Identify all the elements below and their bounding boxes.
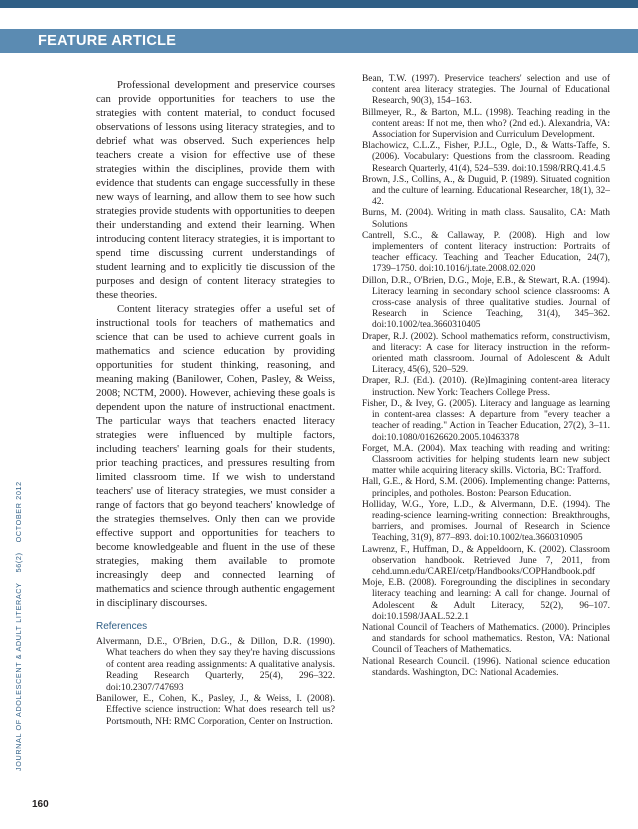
reference-entry: Bean, T.W. (1997). Preservice teachers' selection and use of content area literacy strategies. The Journal of Educational Research, 90(3), 154–163. (362, 74, 610, 107)
reference-entry: Billmeyer, R., & Barton, M.L. (1998). Teaching reading in the content areas: If not me, then who? (2nd ed.). Alexandria, VA: Association for Supervision and Curriculum Development. (362, 107, 610, 141)
reference-entry: Fisher, D., & Ivey, G. (2005). Literacy and language as learning in content-area classes: A departure from "every teacher a teacher of reading." Action in Teacher Education, 27(2), 3–11. doi:10.1080/01626620.2005.10463378 (362, 398, 610, 443)
reference-entry: Dillon, D.R., O'Brien, D.G., Moje, E.B., & Stewart, R.A. (1994). Literacy learning in secondary school science classrooms: A cross-case analysis of three qualitative studies. Journal of Research in Science Teaching, 31(4), 345–362. doi:10.1002/tea.3660310405 (362, 275, 610, 331)
reference-entry: Burns, M. (2004). Writing in math class. Sausalito, CA: Math Solutions (362, 208, 610, 230)
journal-issue: 56(2) (14, 552, 23, 573)
top-rule (0, 0, 638, 8)
reference-entry: Lawrenz, F., Huffman, D., & Appeldoorn, K. (2002). Classroom observation handbook. Retrieved June 7, 2011, from cehd.umn.edu/CAREI/cetp/Handbooks/COPHandbook.pdf (362, 544, 610, 577)
reference-entry: Holliday, W.G., Yore, L.D., & Alvermann, D.E. (1994). The reading-science learning-writing connection: Breakthroughs, barriers, and promises. Journal of Research in Science Teaching, 31(9), 877–893. doi:10.1002/tea.3660310905 (362, 499, 610, 544)
reference-entry: Draper, R.J. (Ed.). (2010). (Re)Imagining content-area literacy instruction. New York: Teachers College Press. (362, 376, 610, 398)
reference-entry: Blachowicz, C.L.Z., Fisher, P.J.L., Ogle, D., & Watts-Taffe, S. (2006). Vocabulary: Questions from the classroom. Reading Research Quarterly, 41(4), 524–539. doi:10.1598/RRQ.41.4.5 (362, 141, 610, 174)
reference-entry: Hall, G.E., & Hord, S.M. (2006). Implementing change: Patterns, principles, and potholes. Boston: Pearson Education. (362, 477, 610, 499)
body-paragraph: Professional development and preservice courses can provide opportunities for teachers to use the strategies with content material, to conduct focused observations of lessons using literacy strategies, and to debrief what was observed. Such experiences help teachers create a vision for effective use of these strategies within the disciplines, provide them with evidence that students can engage successfully in these new ways of learning, and allow them to see how such strategies provide students with opportunities to deepen their understanding and extend their learning. When introducing content literacy strategies, it is important to spend time discussing current understandings of student learning and to explicitly tie discussion of the purposes and design of content literacy strategies to these theories. (96, 79, 335, 301)
reference-entry: National Council of Teachers of Mathematics. (2000). Principles and standards for school mathematics. Reston, VA: National Council of Teachers of Mathematics. (362, 622, 610, 656)
reference-entry: Banilower, E., Cohen, K., Pasley, J., & Weiss, I. (2008). Effective science instruction: What does research tell us? Portsmouth, NH: RMC Corporation, Center on Instruction. (96, 693, 335, 727)
body-paragraph: Content literacy strategies offer a useful set of instructional tools for teachers of mathematics and science that can be used to achieve current goals in mathematics and science education by providing opportunities for student thinking, reasoning, and meaning making (Banilower, Cohen, Pasley, & Weiss, 2008; NCTM, 2000). However, achieving these goals is dependent upon the nature of instructional enactment. The particular ways that teachers enacted literacy strategies were influenced by multiple factors, including teachers' learning goals for their students, prior teaching practices, and pressures resulting from limited classroom time. If we wish to understand teachers' use of literacy strategies, we must consider a range of factors that go beyond teachers' knowledge of the strategies themselves. Only then can we provide effective support and opportunities for teachers to become knowledgeable and fluent in the use of these strategies, making them available to promote increasingly deep and connected learning of mathematics and science through authentic engagement in disciplinary discourses. (96, 303, 335, 609)
reference-entry: Moje, E.B. (2008). Foregrounding the disciplines in secondary literacy teaching and learning: A call for change. Journal of Adolescent & Adult Literacy, 52(2), 96–107. doi:10.1598/JAAL.52.2.1 (362, 578, 610, 622)
reference-entry: Draper, R.J. (2002). School mathematics reform, constructivism, and literacy: A case for literacy instruction in the reform-oriented math classroom. Journal of Adolescent & Adult Literacy, 45(6), 520–529. (362, 331, 610, 376)
reference-entry: Brown, J.S., Collins, A., & Duguid, P. (1989). Situated cognition and the culture of learning. Educational Researcher, 18(1), 32–42. (362, 174, 610, 208)
journal-running-head (14, 481, 28, 771)
reference-entry: Alvermann, D.E., O'Brien, D.G., & Dillon, D.R. (1990). What teachers do when they say they're having discussions of content area reading assignments: A qualitative analysis. Reading Research Quarterly, 25(4), 296–322. doi:10.2307/747693 (96, 636, 335, 693)
reference-entry: Forget, M.A. (2004). Max teaching with reading and writing: Classroom activities for helping students learn new subject matter while acquiring literacy skills. Victoria, BC: Trafford. (362, 443, 610, 477)
left-column (96, 78, 335, 727)
journal-name: JOURNAL OF ADOLESCENT & ADULT LITERACY (14, 582, 23, 771)
section-title: FEATURE ARTICLE (38, 33, 177, 49)
journal-date: OCTOBER 2012 (14, 481, 23, 543)
reference-entry: Cantrell, S.C., & Callaway, P. (2008). High and low implementers of content literacy instruction: Portraits of teacher efficacy. Teaching and Teacher Education, 24(7), 1739–1750. doi:10.1016/j.tate.2008.02.020 (362, 230, 610, 275)
page-number: 160 (32, 799, 49, 810)
references-heading: References (96, 621, 148, 632)
reference-entry: National Research Council. (1996). National science education standards. Washington, DC: National Academies. (362, 656, 610, 678)
right-column (362, 74, 610, 679)
